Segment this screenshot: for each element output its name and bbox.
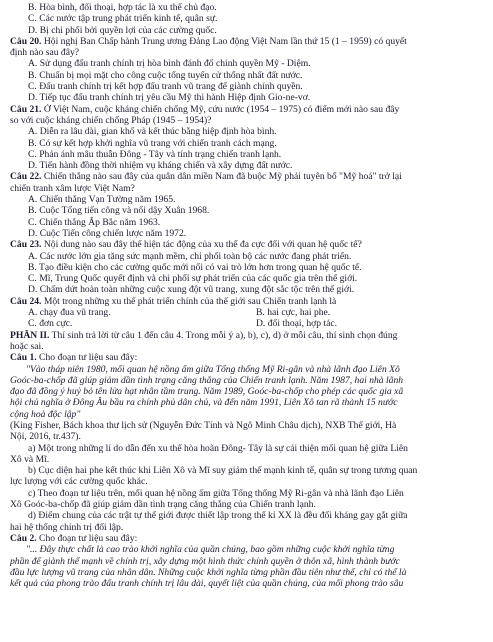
option-c: C. Phản ánh mâu thuẫn Đông - Tây và tính trạng chiến tranh lạnh.: [28, 148, 282, 160]
question-text: Nội dung nào sau đây thể hiện tác động của xu thế đa cực đối với quan hệ quốc tế?: [41, 239, 362, 251]
question-stem: [10, 36, 483, 47]
question-stem: [10, 171, 483, 182]
option-d: D. Tiến hành đồng thời nhiệm vụ kháng chiến và xây dựng đất nước.: [28, 160, 293, 172]
statement-d-cont: hai hệ thống chính trị đối lập.: [10, 521, 124, 533]
quote-line: Goóc-ba-chốp đã giúp giảm dần tình trạng căng thẳng của Chiến tranh lạnh. Năm 1987, hai nhà lãnh: [10, 374, 404, 386]
statement-b-cont: lực lượng với các cường quốc khác.: [10, 476, 148, 488]
question-21: [10, 104, 483, 172]
statement-d: d) Điểm chung của các trật tự thế giới được thiết lập trong thế kỉ XX là đều đối kháng gay gắt giữa: [28, 510, 408, 522]
question-stem: [10, 239, 483, 250]
question-label: Câu 21.: [10, 103, 42, 115]
question-label: Câu 24.: [10, 295, 42, 307]
quote-line: "... Đây thực chất là cao trào khởi nghĩa của quần chúng, bao gồm những cuộc khởi nghĩa từng: [26, 544, 395, 556]
source-citation-cont: Nội, 2016, tr.437).: [10, 431, 81, 443]
option-b: B. Cuộc Tổng tiến công và nổi dậy Xuân 1968.: [28, 205, 210, 217]
option-a: A. Diễn ra lâu dài, gian khổ và kết thúc bằng hiệp định hòa bình.: [28, 126, 277, 138]
question-label: Câu 23.: [10, 239, 42, 251]
part-instruction-cont: hoặc sai.: [10, 340, 44, 352]
option-a: A. Chiến thắng Vạn Tường năm 1965.: [28, 194, 176, 206]
quote-line: đầu lực lượng vũ trang của nhân dân. Những cuộc khởi nghĩa từng phần đầu tiên như thế, chỉ có thể là: [10, 566, 407, 578]
option-b: B. Có sự kết hợp khởi nghĩa vũ trang với chiến tranh cách mạng.: [28, 137, 277, 149]
question-text: Ở Việt Nam, cuộc kháng chiến chống Mỹ, cứu nước (1954 – 1975) có điểm mới nào sau đây: [41, 103, 400, 115]
question-stem: [10, 296, 483, 307]
quote-line: cộng hoà độc lập": [10, 408, 81, 420]
option-a: A. chạy đua vũ trang.: [28, 307, 111, 319]
option-b: B. hai cực, hai phe.: [256, 307, 331, 319]
statement-c: c) Theo đoạn tư liệu trên, mối quan hệ nồng ấm giữa Tổng thống Mỹ Ri-gân và nhà lãnh đạo Liên: [28, 487, 404, 499]
part-instruction: [10, 330, 483, 341]
question-22: [10, 171, 483, 239]
quote-line: đạo đã đồng ý huỷ bỏ tên lửa hạt nhân tầm trung. Năm 1989, Goóc-ba-chốp cho phép các quốc gia xã: [10, 386, 404, 398]
option-c: C. Mĩ, Trung Quốc quyết định và chi phối sự phát triển của các quốc gia trên thế giới.: [28, 273, 358, 285]
statement-c-cont: Xô Goóc-ba-chốp đã giúp giảm dần tình trạng căng thẳng của Chiến tranh lạnh.: [10, 499, 316, 511]
question-20: [10, 36, 483, 104]
option-line: B. Hòa bình, đối thoại, hợp tác là xu thế chủ đạo.: [28, 2, 217, 13]
quote-line: hội chủ nghĩa ở Đông Âu bầu ra chính phủ dân chủ, và đến năm 1991, Liên Xô tan rã thành 15 nước: [10, 397, 398, 409]
statement-a-cont: Xô và Mĩ.: [10, 453, 50, 465]
option-c: C. Đấu tranh chính trị kết hợp đấu tranh vũ trang để giành chính quyền.: [28, 81, 303, 93]
question-stem-cont: định nào sau đây?: [10, 47, 80, 59]
quote-line: kết quả của phong trào đấu tranh chính trị lâu dài, quyết liệt của quần chúng, của mối phong trào sâu: [10, 578, 404, 590]
option-row: [10, 307, 483, 318]
question-text: Cho đoạn tư liệu sau đây:: [36, 352, 138, 364]
option-d: D. Chấm dứt hoàn toàn những cuộc xung đột vũ trang, xung đột sắc tộc trên thế giới.: [28, 284, 355, 296]
option-c: C. Chiến thắng Ấp Bắc năm 1963.: [28, 216, 161, 228]
question-19-options-tail: [10, 2, 483, 36]
quote-line: phần để giành thế mạnh về chính trị, xây dựng một hình thức chính quyền ở thôn xã, hình thành bước: [10, 555, 400, 567]
statement-a: a) Một trong những lí do dẫn đến xu thế hòa hoãn Đông- Tây là sự cải thiện mối quan hệ giữa Liên: [28, 442, 408, 454]
statement-b: b) Cục diện hai phe kết thúc khi Liên Xô và Mĩ suy giảm thế mạnh kinh tế, quân sự trong tương quan: [28, 465, 418, 477]
question-stem-cont: chiến tranh xâm lược Việt Nam?: [10, 182, 135, 194]
option-a: A. Các nước lớn gia tăng sức mạnh mềm, chi phối toàn bộ các nước đang phát triển.: [28, 250, 352, 262]
question-text: Cho đoạn tư liệu sau đây:: [36, 532, 138, 544]
part-2-question-1: [10, 352, 483, 533]
question-stem: [10, 533, 483, 544]
question-label: Câu 20.: [10, 35, 42, 47]
question-stem-cont: so với cuộc kháng chiến chống Pháp (1945 – 1954)?: [10, 114, 212, 126]
option-d: D. Tiếp tục đấu tranh chính trị yêu cầu Mỹ thi hành Hiệp định Gio-ne-vơ.: [28, 92, 311, 104]
question-stem: [10, 352, 483, 363]
question-text: Hội nghị Ban Chấp hành Trung ương Đảng Lao động Việt Nam lần thứ 15 (1 – 1959) có quyết: [41, 35, 407, 47]
question-stem: [10, 104, 483, 115]
part-2-heading: [10, 330, 483, 353]
quote-line: "Vào tháp niên 1980, mối quan hệ nồng ấm giữa Tổng thống Mỹ Ri-gân và nhà lãnh đạo Liên Xô: [26, 363, 400, 375]
option-d: D. Cuộc Tiến công chiến lược năm 1972.: [28, 227, 187, 239]
part-label: PHẦN II.: [10, 329, 50, 341]
part-2-question-2: [10, 533, 483, 589]
question-24: [10, 296, 483, 330]
question-label: Câu 22.: [10, 171, 42, 183]
option-b: B. Chuẩn bị mọi mặt cho công cuộc tổng tuyển cử thống nhất đất nước.: [28, 69, 303, 81]
option-b: B. Tạo điều kiện cho các cường quốc mới nổi có vai trò lớn hơn trong quan hệ quốc tế.: [28, 261, 362, 273]
question-text: Chiến thắng nào sau đây của quân dân miền Nam đã buộc Mỹ phải tuyên bố "Mỹ hoá" trở lại: [41, 171, 402, 183]
part-text: Thí sinh trả lời từ câu 1 đến câu 4. Trong mỗi ý a), b), c), d) ở mỗi câu, thí sinh chọn đúng: [49, 329, 398, 341]
source-citation: (King Fisher, Bách khoa thư lịch sử (Nguyễn Đức Tính và Ngô Minh Châu dịch), NXB Thế giới, Hà: [10, 419, 397, 431]
question-label: Câu 2.: [10, 532, 37, 544]
question-23: [10, 239, 483, 295]
option-line: C. Các nước tập trung phát triển kinh tế, quân sự.: [28, 13, 218, 25]
question-text: Một trong những xu thế phát triển chính của thế giới sau Chiến tranh lạnh là: [41, 295, 337, 307]
option-a: A. Sử dụng đấu tranh chính trị hòa bình đánh đổ chính quyền Mỹ - Diệm.: [28, 58, 311, 70]
option-line: D. Bị chi phối bởi quyền lợi của các cường quốc.: [28, 24, 217, 36]
question-label: Câu 1.: [10, 352, 37, 364]
option-d: D. đối thoại, hợp tác.: [256, 318, 338, 330]
option-row: [10, 318, 483, 329]
option-c: C. đơn cực.: [28, 318, 73, 330]
